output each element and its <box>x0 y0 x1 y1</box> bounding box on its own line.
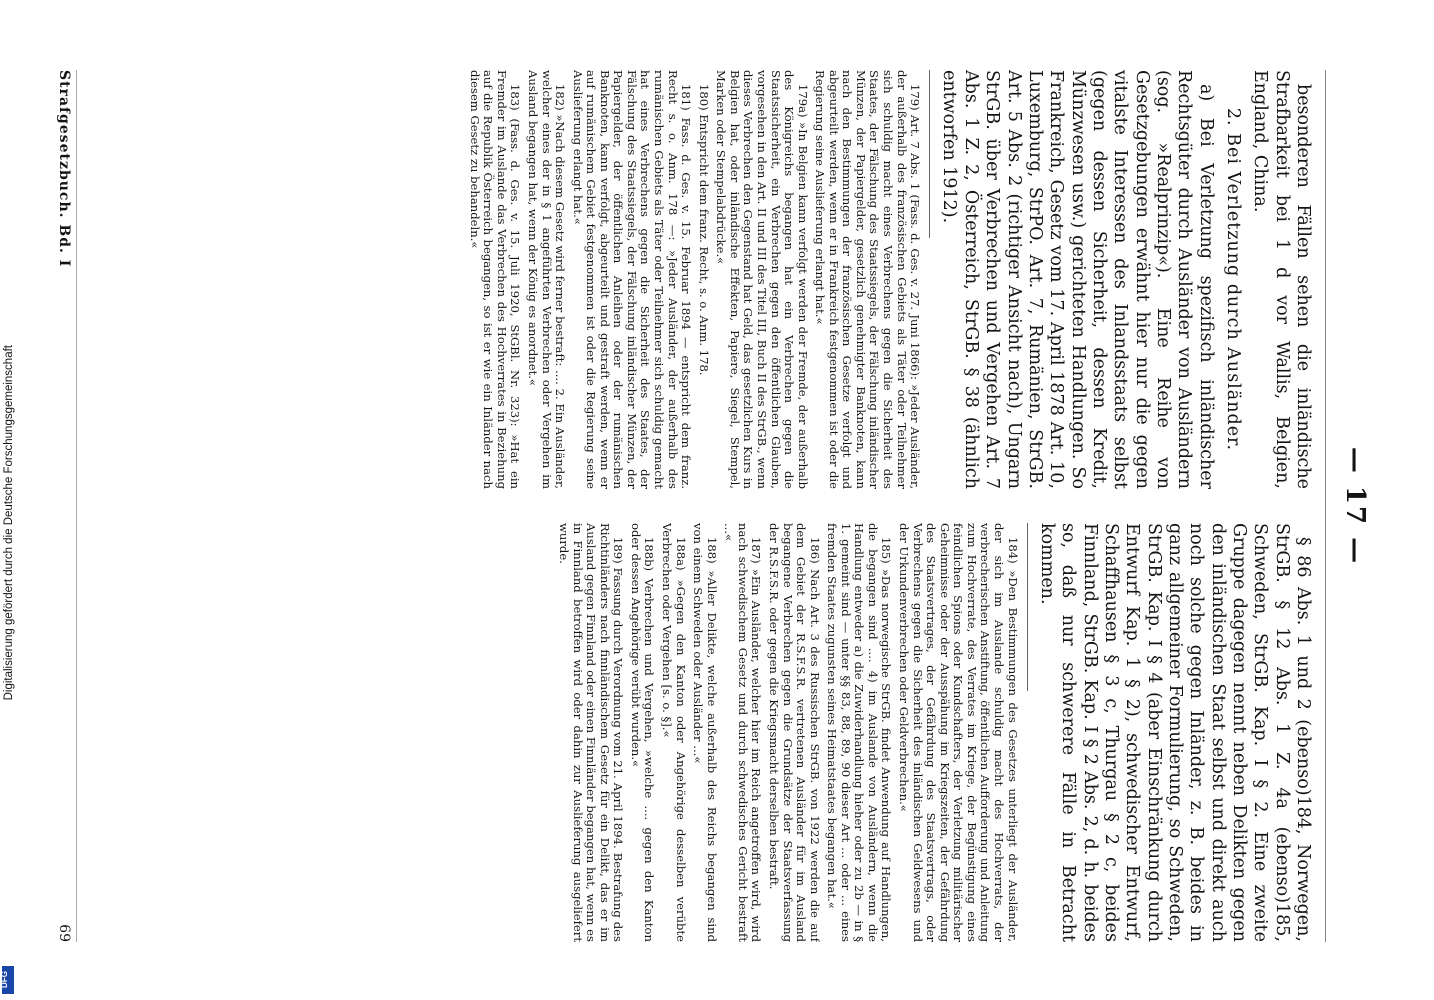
dfg-logo-icon <box>2 966 14 994</box>
right-column <box>83 523 1313 942</box>
page-number: — 17 — <box>1340 446 1370 566</box>
text-columns <box>83 70 1313 942</box>
footnote-rule-left <box>929 70 930 238</box>
footnote: 181) Fass. d. Ges. v. 15. Februar 1894 — entspricht dem franz. Recht s. o. Anm. 178 —: »Jeder Ausländer, der außerhalb des rumänischen Gebiets als Täter oder Teilnehmer sich schuldig gemacht hat eines Verbrechens gegen die Sicherheit des Staates, der Fälschung des Staatssiegels, der Fälschung inländischer Münzen, der Papiergelder, der öffentlichen Anleihen oder der rumänischen Banknoten, kann verfolgt, abgeurteilt und gestraft werden, wenn er auf rumänischem Gebiet festgenommen ist oder die Regierung seine Auslieferung erlangt hat.« <box>570 70 694 489</box>
footnote: 179) Art. 7 Abs. 1 (Fass. d. Ges. v. 27. Juni 1866): »Jeder Ausländer, der außerhalb des französischen Gebiets als Täter oder Teilnehmer sich schuldig macht eines Verbrechens gegen die Sicherheit des Staates, der Fälschung des Staatssiegels, der Fälschung inländischer Münzen, der Papiergelder, gesetzlich genehmigter Banknoten, kann nach den Bestimmungen der französischen Gesetze verfolgt und abgeurteilt werden, wenn er in Frankreich festgenommen ist oder die Regierung seine Auslieferung erlangt hat.« <box>813 70 923 489</box>
footnote: 189) Fassung durch Verordnung vom 21. April 1894. Bestrafung des Richtinländers nach finnländischem Gesetz für ein Delikt, das er im Ausland gegen Finnland oder einen Finnländer begangen hat, wenn es in Finnland betroffen wird oder dahin zur Auslieferung ausgeliefert wurde. <box>557 523 626 942</box>
page-header <box>1325 70 1370 942</box>
left-lead-text: besonderen Fällen sehen die inländische Strafbarkeit bei 1 d vor Wallis, Belgien, England, China. <box>1250 70 1313 489</box>
footnote: 188) »Aller Delikte, welche außerhalb des Reichs begangen sind von einem Schweden oder Ausländer ...« <box>691 523 719 942</box>
footnote: 188b) Verbrechen und Vergehen, »welche .... gegen den Kanton oder dessen Angehörige verübt wurden.« <box>628 523 657 942</box>
folio-number: 69 <box>56 924 72 942</box>
footnote: 186) Nach Art. 3 des Russischen StrGB. von 1922 werden die auf dem Gebiet der R.S.F.S.R. vertretenen Ausländer für im Ausland begangene Verbrechen gegen die Grundsätze der Staatsverfassung der R.S.F.S.R. oder gegen die Kriegsmacht derselben bestraft. <box>766 523 822 942</box>
footnote: 183) (Fass. d. Ges. v. 15. Juli 1920, StGBl. Nr. 323): »Hat ein Fremder im Auslande das Verbrechen des Hochverrates in Beziehung auf die Republik Österreich begangen, so ist er wie ein Inländer nach diesem Gesetz zu behandeln.« <box>467 70 523 489</box>
footnote: 187) »Ein Ausländer, welcher hier im Reich angetroffen wird, wird nach schwedischem Gesetz und durch schwedisches Gericht bestraft ...« <box>722 523 764 942</box>
left-column <box>83 70 1313 489</box>
footnote: 179a) »In Belgien kann verfolgt werden der Fremde, der außerhalb des Königreichs begangen hat ein Verbrechen gegen die Staatssicherheit, ein Verbrechen gegen den öffentlichen Glauben, vorgesehen in den Art. II und III des Titel III, Buch II des StrGB., wenn dieses Verbrechen den Gegenstand hat Geld, das gesetzlichen Kurs in Belgien hat, oder inländische Effekten, Papiere, Siegel, Stempel, Marken oder Stempelabdrücke.« <box>714 70 810 489</box>
right-footnotes <box>557 523 1019 942</box>
running-foot: Strafgesetzbuch. Bd. I <box>56 70 72 268</box>
rotated-book-page <box>12 0 1408 1000</box>
footnote: 188a) »Gegen den Kanton oder Angehörige desselben verübte Verbrechen oder Vergehen [s. o. §].« <box>660 523 688 942</box>
footnote: 185) »Das norwegische StrGB. findet Anwendung auf Handlungen, die begangen sind .... 4) im Auslande von Ausländern, wenn die Handlung entweder a) die Zuwiderhandlung hieher oder zu 2b — in § 1. gemeint sind — unter §§ 83, 88, 89, 90 dieser Art ... oder ... eines fremden Staates zugunsten seines Heimatstaates begangen hat.« <box>825 523 894 942</box>
dfg-logo-text: DFG <box>0 971 9 988</box>
left-footnotes <box>467 70 921 489</box>
left-para-a: a) Bei Verletzung spezifisch inländischer Rechtsgüter durch Ausländer von Ausländern (sog. »Realprinzip«). Eine Reihe von Gesetzgebungen erwähnt hier nur die gegen vitalste Interessen des Inlandsstaats selbst (gegen dessen Sicherheit, dessen Kredit, Münzwesen usw.) gerichteten Handlungen. So Frankreich, Gesetz vom 17. April 1878 Art. 10, Luxemburg, StrPO. Art. 7, Rumänien, StrGB. Art. 5 Abs. 2 (richtiger Ansicht nach), Ungarn StrGB. über Verbrechen und Vergehen Art. 7 Abs. 1 Z. 2, Österreich, StrGB. § 38 (ähnlich entworfen 1912). <box>939 70 1216 489</box>
page-footer <box>56 70 77 942</box>
section-heading: 2. Bei Verletzung durch Ausländer. <box>1222 107 1243 452</box>
right-lead-text: § 86 Abs. 1 und 2 (ebenso)184, Norwegen, StrGB. § 12 Abs. 1 Z. 4a (ebenso)185, Schweden, StrGB. Kap. I § 2. Eine zweite Gruppe dagegen nennt neben Delikten gegen den inländischen Staat selbst und direkt auch noch solche gegen Inländer, z. B. beides in ganz allgemeiner Formulierung, so Schweden, StrGB. Kap. I § 4 (aber Einschränkung durch Entwurf Kap. 1 § 2), schwedischer Entwurf, Schaffhausen § 3 c, Thurgau § 2 c, beides Finnland, StrGB. Kap. I § 2 Abs. 2, d. h. beides so, daß nur schwerere Fälle in Betracht kommen. <box>1036 523 1313 942</box>
footnote: 182) »Nach diesem Gesetz wird ferner bestraft: .... 2. Ein Ausländer, welcher eines der in § 1 angeführten Verbrechen oder Vergehen im Ausland begangen hat, wenn der König es anordnet.« <box>525 70 568 489</box>
footnote: 180) Entspricht dem franz. Recht, s. o. Anm. 178. <box>696 84 711 376</box>
footnote-rule-right <box>1027 523 1028 691</box>
footnote: 184) »Den Bestimmungen des Gesetzes unterliegt der Ausländer, der sich im Auslande schuldig macht des Hochverrats, der verbrecherischen Anstiftung, öffentlichen Aufforderung und Anleitung zum Hochverrate, des Verrates im Kriege, der Begünstigung eines feindlichen Spions oder Kundschafters, der Verletzung militärischer Geheimnisse oder der Ausspähung im Kriegszeiten, der Gefährdung des Staatsvertrages, der Gefährdung des Staatsvertrags, oder Verbrechens gegen die Sicherheit des inländischen Geldwesens und der Urkundenverbrechen oder Geldverbrechen.« <box>897 523 1020 942</box>
digitization-credit: Digitalisierung gefördert durch die Deutsche Forschungsgemeinschaft <box>3 345 15 701</box>
